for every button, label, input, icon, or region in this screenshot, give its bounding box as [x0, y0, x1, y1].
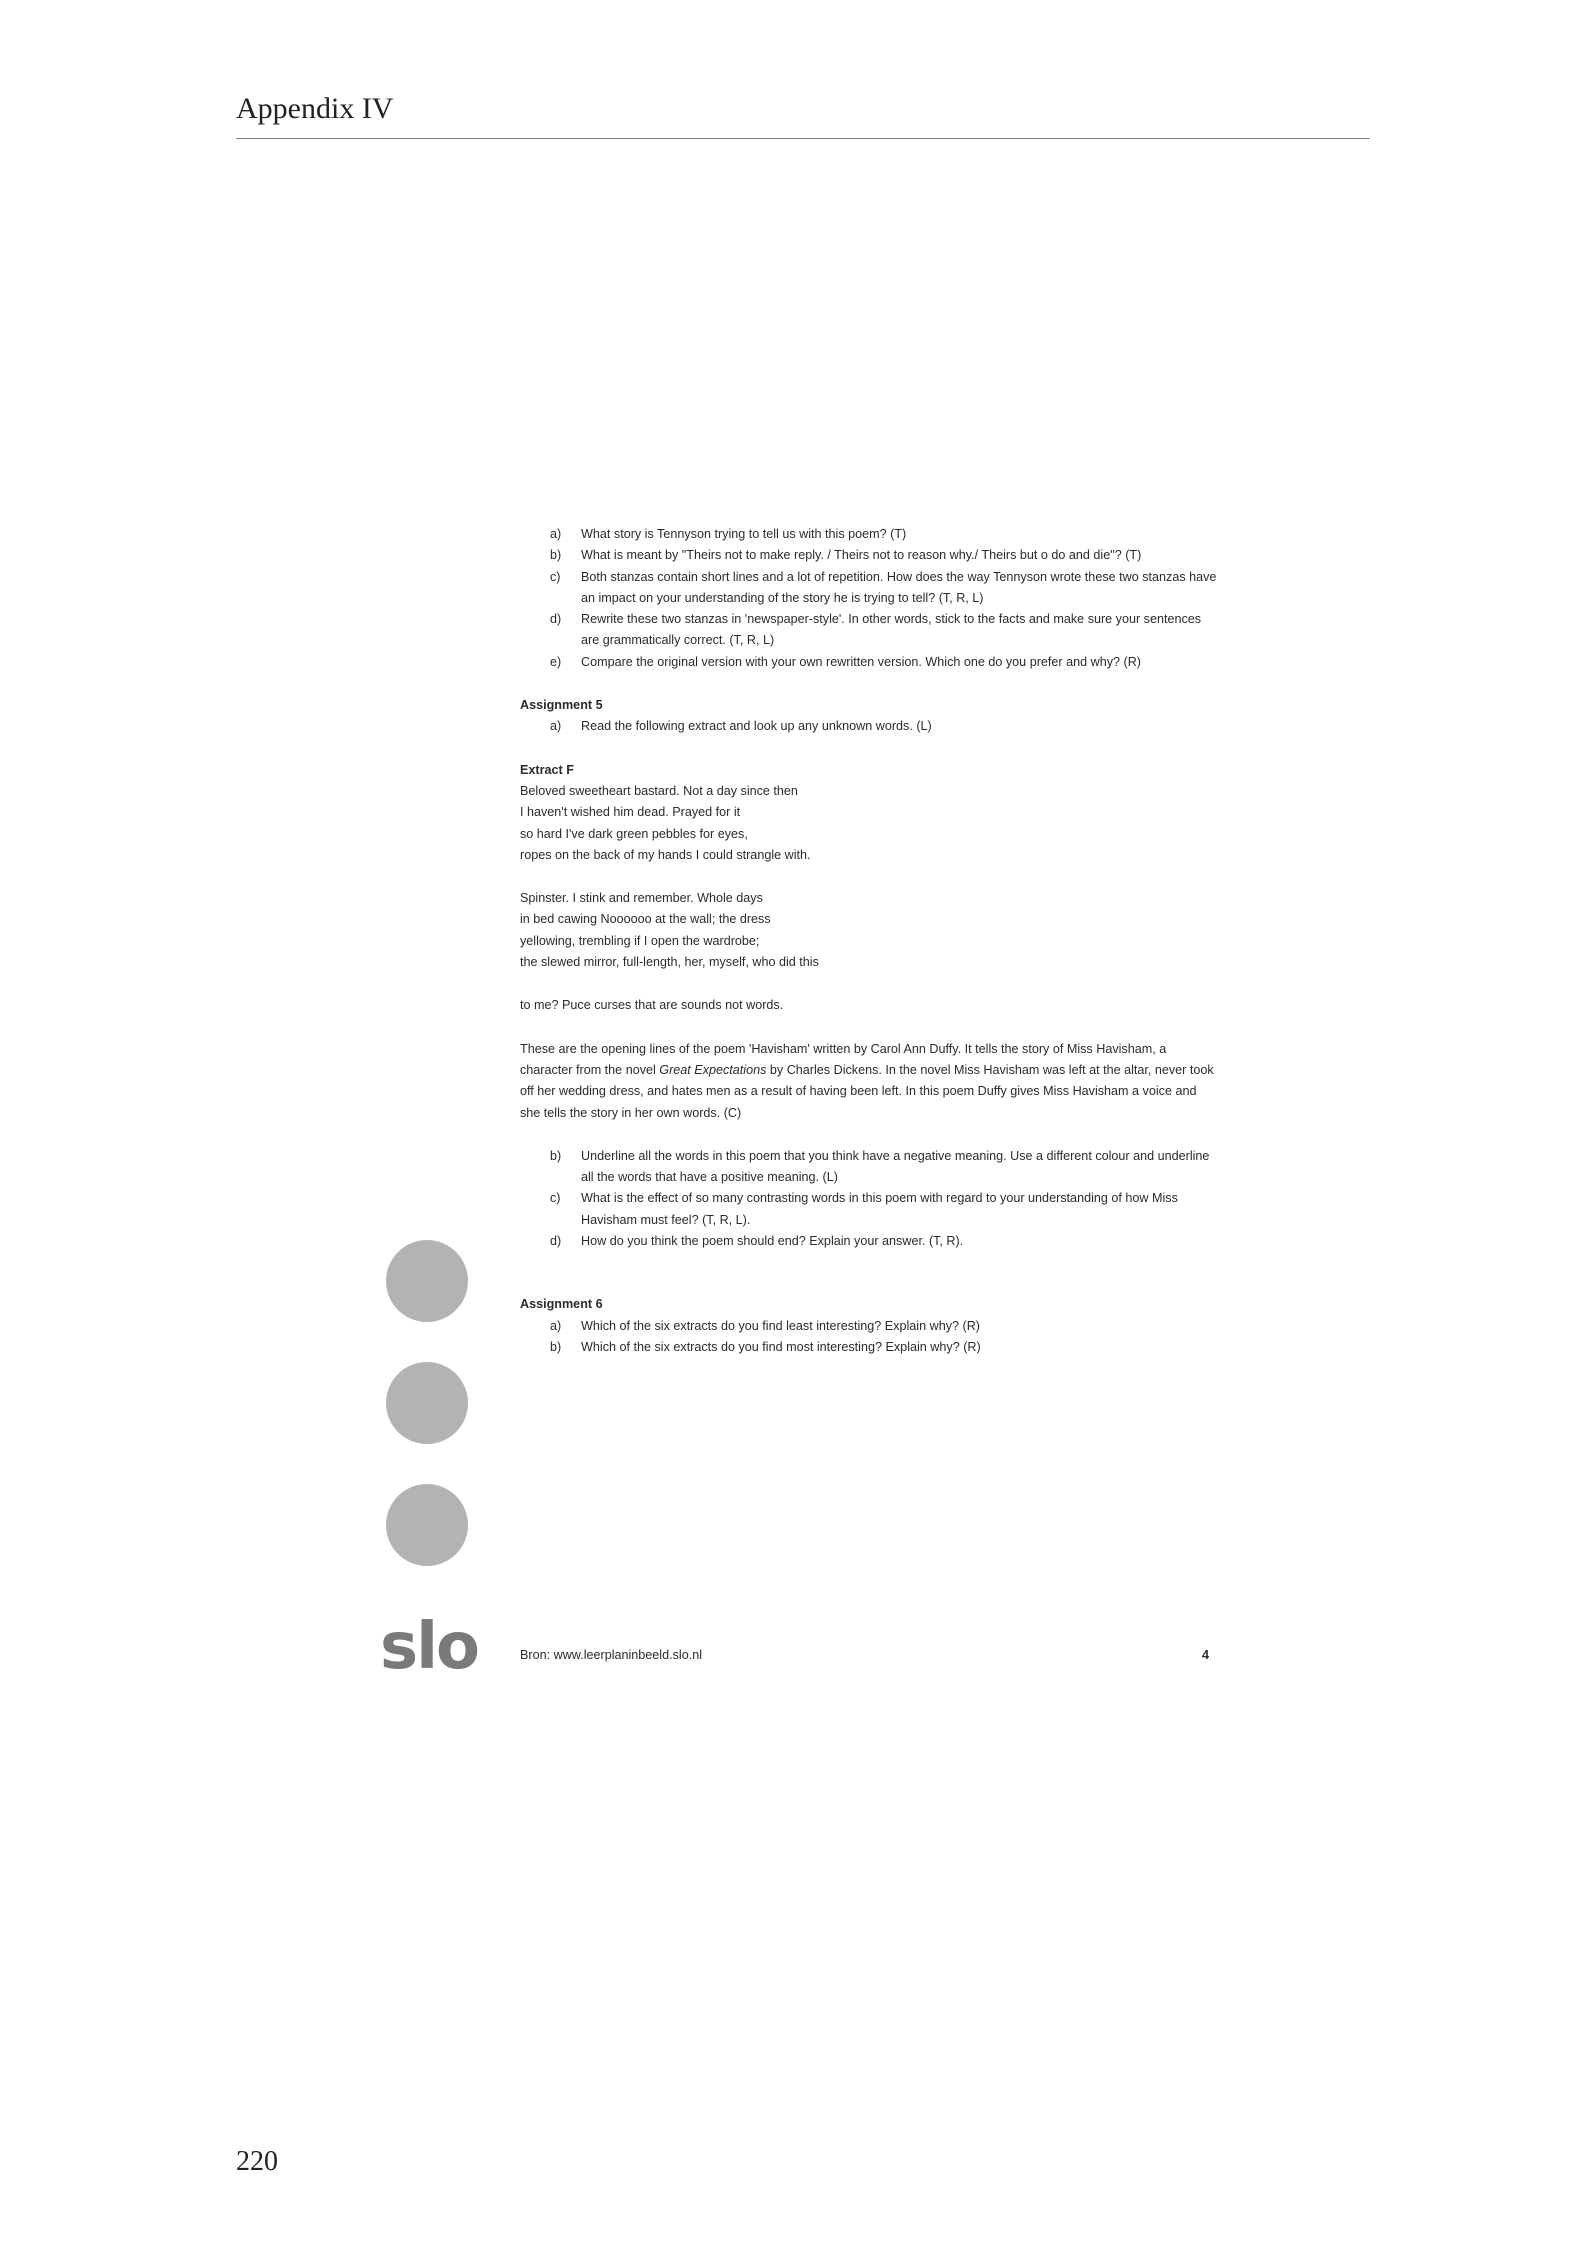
- poem-line: yellowing, trembling if I open the wardrobe;: [520, 933, 760, 948]
- list-item: c) What is the effect of so many contrasting words in this poem with regard to your understanding of how Miss Havisham must feel? (T, R, L).: [550, 1191, 1178, 1227]
- list-item: d) How do you think the poem should end? Explain your answer. (T, R).: [550, 1234, 964, 1249]
- list-item: c) Both stanzas contain short lines and a lot of repetition. How does the way Tennyson wrote these two stanzas have an impact on your understanding of the story he is trying to tell? (T, R, L): [550, 569, 1217, 605]
- poem-line: Beloved sweetheart bastard. Not a day since then: [520, 783, 798, 798]
- context-paragraph: These are the opening lines of the poem 'Havisham' written by Carol Ann Duffy. It tells the story of Miss Havisham, a character from the novel Great Expectations by Charles Dickens. In the novel Miss Havisham was left at the altar, never took off her wedding dress, and hates men as a result of having been left. In this poem Duffy gives Miss Havisham a voice and she tells the story in her own words. (C): [520, 1041, 1214, 1120]
- assignment-6-heading: Assignment 6: [520, 1297, 603, 1312]
- poem-line: the slewed mirror, full-length, her, myself, who did this: [520, 955, 819, 970]
- poem-line: I haven't wished him dead. Prayed for it: [520, 805, 741, 820]
- assignment-6-list: [520, 1316, 1220, 1359]
- list-item: b) What is meant by "Theirs not to make reply. / Theirs not to reason why./ Theirs but o do and die"? (T): [550, 548, 1142, 563]
- question-list-2: [520, 1146, 1220, 1252]
- extract-heading: Extract F: [520, 762, 574, 777]
- poem-line: so hard I've dark green pebbles for eyes,: [520, 826, 748, 841]
- embedded-page-number: 4: [1202, 1648, 1210, 1662]
- decorative-circle-3: [386, 1484, 468, 1566]
- poem-stanza-1: [520, 781, 1220, 866]
- footer-source: Bron: www.leerplaninbeeld.slo.nl: [520, 1648, 703, 1662]
- question-list-1: [520, 524, 1220, 673]
- page-number: 220: [236, 2146, 278, 2177]
- header-divider: [236, 138, 1370, 139]
- list-item: a) Which of the six extracts do you find least interesting? Explain why? (R): [550, 1318, 980, 1333]
- decorative-circle-1: [386, 1240, 468, 1322]
- list-item: a) What story is Tennyson trying to tell us with this poem? (T): [550, 527, 907, 541]
- poem-line: in bed cawing Noooooo at the wall; the dress: [520, 912, 771, 927]
- decorative-circle-2: [386, 1362, 468, 1444]
- poem-stanza-2: [520, 888, 1220, 973]
- page-header-title: Appendix IV: [236, 92, 394, 125]
- poem-stanza-3: [520, 995, 1220, 1016]
- assignment-5-list: [520, 716, 1220, 737]
- poem-line: Spinster. I stink and remember. Whole days: [520, 891, 763, 906]
- assignment-5-heading: Assignment 5: [520, 698, 603, 713]
- list-item: b) Underline all the words in this poem that you think have a negative meaning. Use a different colour and underline all the words that have a positive meaning. (L): [550, 1148, 1210, 1185]
- embedded-worksheet: [520, 524, 1220, 1358]
- poem-line: ropes on the back of my hands I could strangle with.: [520, 847, 811, 862]
- list-item: b) Which of the six extracts do you find most interesting? Explain why? (R): [550, 1339, 981, 1354]
- list-item: a) Read the following extract and look up any unknown words. (L): [550, 719, 932, 734]
- list-item: e) Compare the original version with your own rewritten version. Which one do you prefer and why? (R): [550, 654, 1141, 669]
- poem-line: to me? Puce curses that are sounds not words.: [520, 998, 784, 1013]
- slo-logo: slo: [380, 1610, 478, 1684]
- list-item: d) Rewrite these two stanzas in 'newspaper-style'. In other words, stick to the facts and make sure your sentences are grammatically correct. (T, R, L): [550, 612, 1202, 648]
